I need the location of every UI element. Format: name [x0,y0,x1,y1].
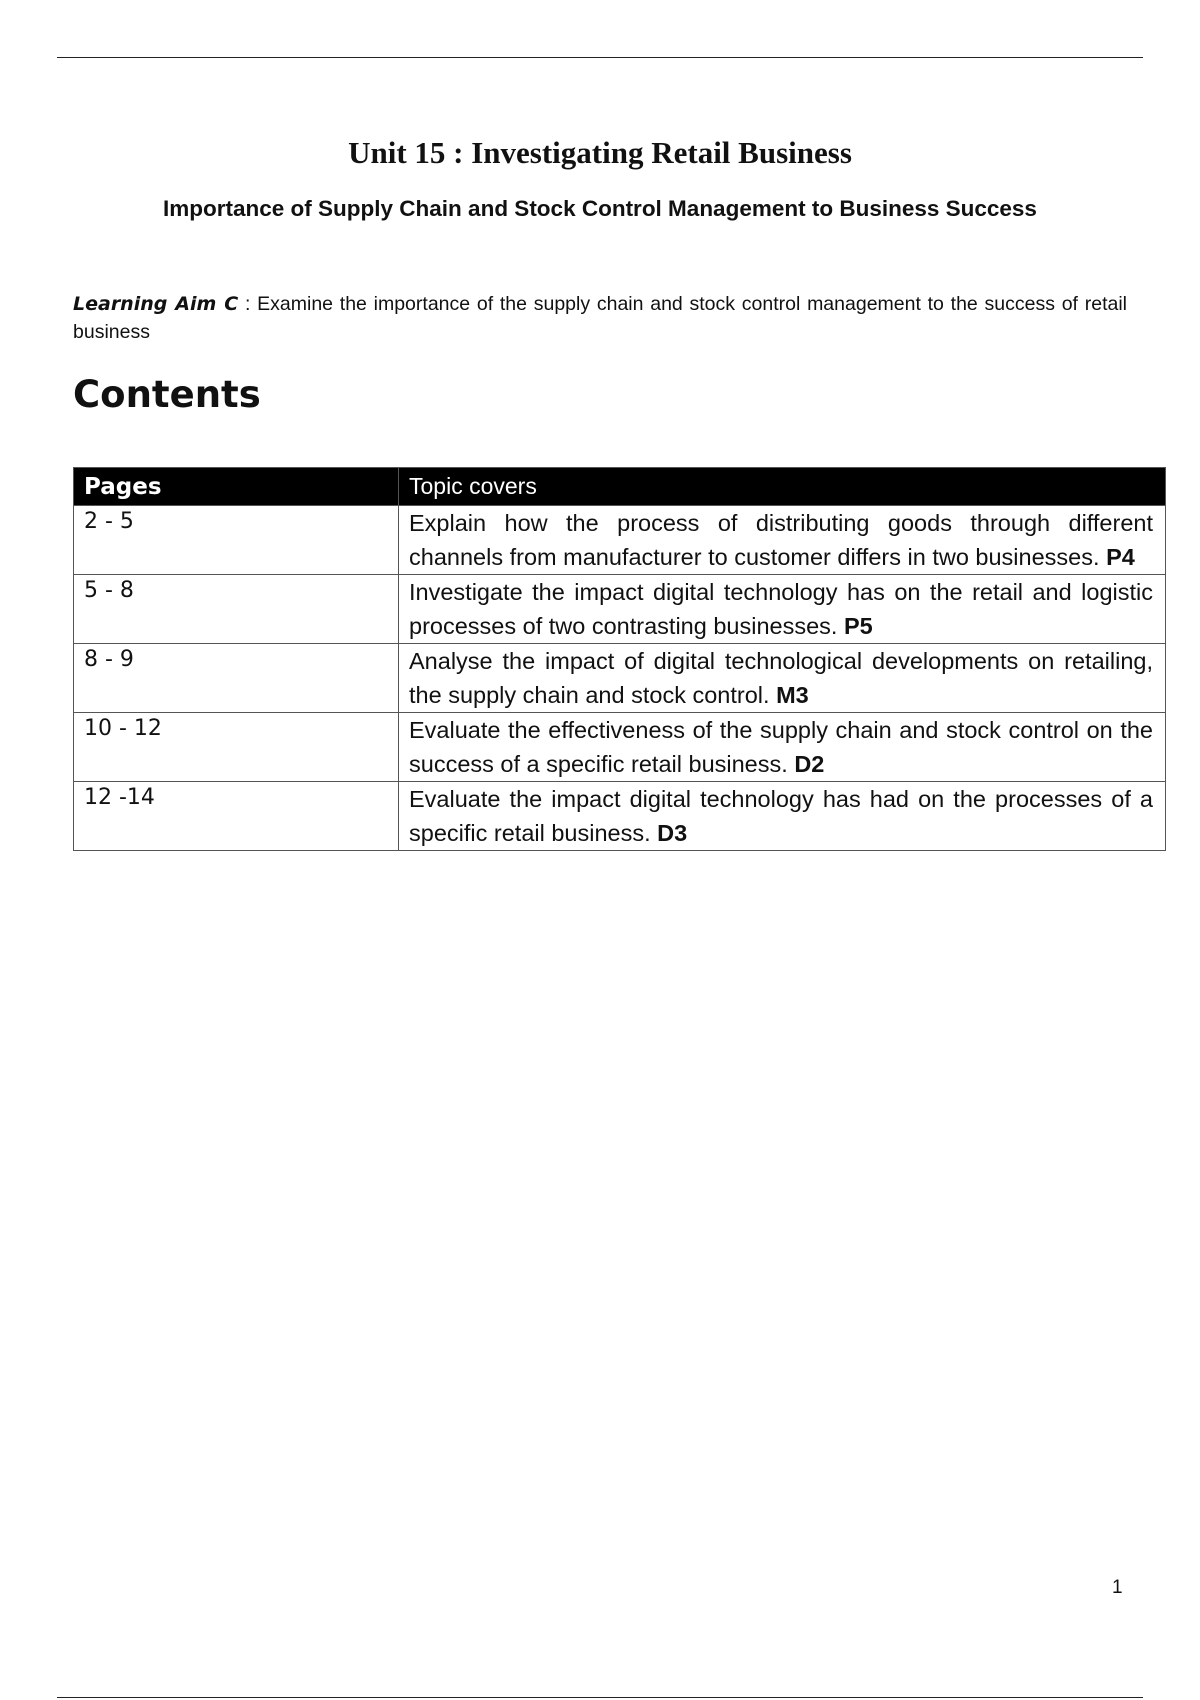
document-subtitle: Importance of Supply Chain and Stock Control Management to Business Success [163,196,1037,221]
header-rule [57,57,1143,58]
pages-cell: 5 - 8 [74,575,399,644]
table-row [74,575,1166,644]
learning-aim [73,290,1127,346]
topic-text: Evaluate the impact digital technology has had on the processes of a specific retail business. [409,786,1153,846]
table-row [74,644,1166,713]
document-title: Unit 15 : Investigating Retail Business [348,135,852,170]
grade-label: P5 [843,613,873,639]
table-row [74,506,1166,575]
learning-aim-label: Learning Aim C [73,293,239,315]
pages-column-header: Pages [74,468,399,506]
topic-text: Explain how the process of distributing goods through different channels from manufacturer to customer differs in two businesses. [409,510,1153,570]
page-number: 1 [1112,1577,1123,1598]
footer-rule [57,1697,1143,1698]
topic-column-header: Topic covers [399,468,1166,506]
pages-cell: 10 - 12 [74,713,399,782]
grade-label: D2 [794,751,825,777]
contents-heading: Contents [73,373,261,416]
pages-cell: 12 -14 [74,782,399,851]
grade-label: P4 [1106,544,1135,570]
learning-aim-separator: : [238,293,258,315]
topic-cell [399,575,1166,644]
topic-cell [399,713,1166,782]
table-row [74,713,1166,782]
topic-text: Investigate the impact digital technology has on the retail and logistic processes of two contrasting businesses. [409,579,1153,639]
pages-cell: 2 - 5 [74,506,399,575]
contents-table [73,467,1166,851]
pages-cell: 8 - 9 [74,644,399,713]
table-header-row [74,468,1166,506]
topic-cell [399,782,1166,851]
topic-text: Evaluate the effectiveness of the supply chain and stock control on the success of a specific retail business. [409,717,1153,777]
topic-text: Analyse the impact of digital technological developments on retailing, the supply chain and stock control. [409,648,1153,708]
learning-aim-text: Examine the importance of the supply chain and stock control management to the success of retail business [73,293,1127,343]
grade-label: M3 [776,682,809,708]
topic-cell [399,506,1166,575]
table-row [74,782,1166,851]
grade-label: D3 [657,820,688,846]
topic-cell [399,644,1166,713]
